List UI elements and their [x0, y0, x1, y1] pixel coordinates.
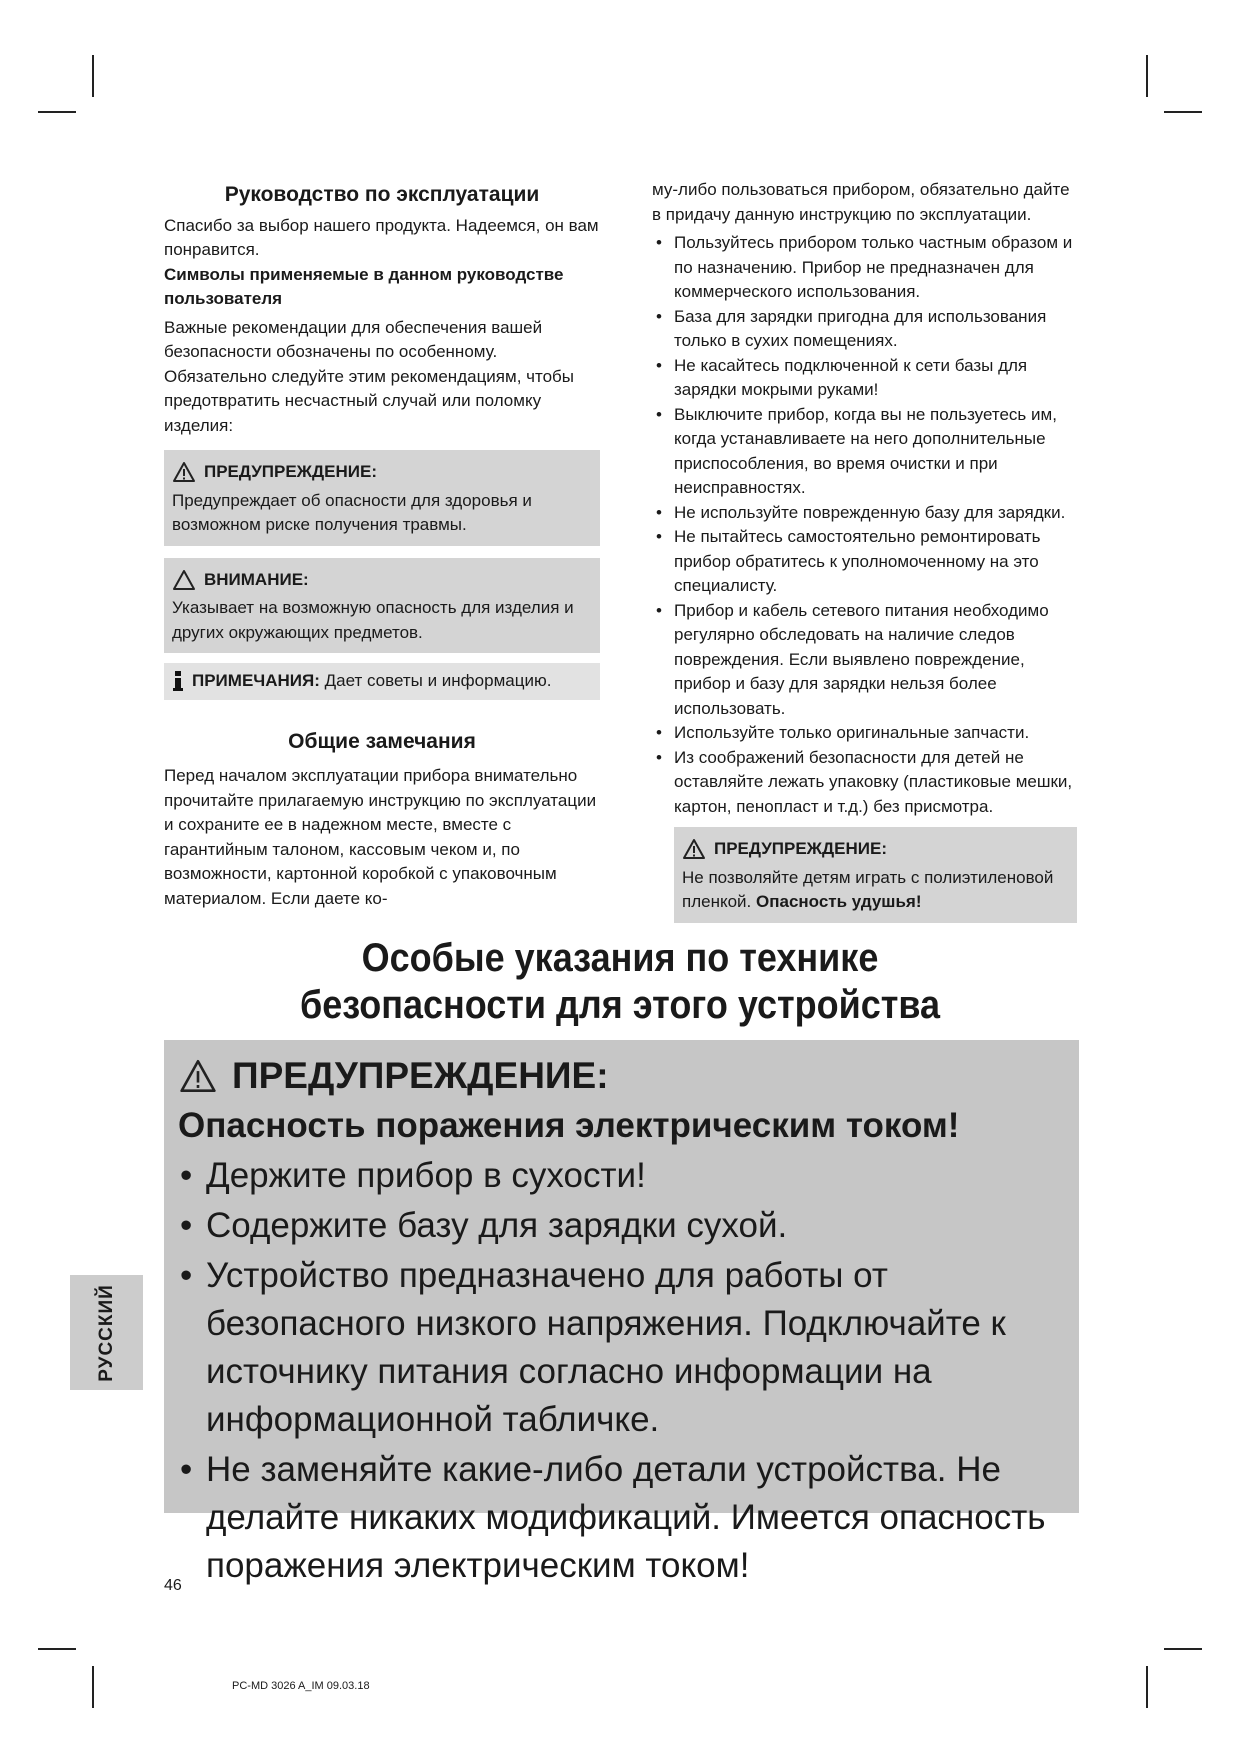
- list-item: • Используйте только оригинальные запчасти.: [652, 721, 1077, 746]
- electric-shock-warning-box: [164, 1040, 1079, 1585]
- caution-triangle-icon: [172, 569, 196, 591]
- attention-label: ВНИМАНИЕ:: [204, 569, 309, 589]
- list-item: • Не касайтесь подключенной к сети базы для зарядки мокрыми руками!: [652, 354, 1077, 403]
- list-item: • Не заменяйте какие-либо детали устройства. Не делайте никаких модификаций. Имеется опасность поражения электрическим током!: [178, 1446, 1065, 1590]
- warning-text: Предупреждает об опасности для здоровья и возможном риске получения травмы.: [172, 490, 532, 534]
- crop-mark: [1164, 111, 1202, 113]
- crop-mark: [1146, 55, 1148, 97]
- crop-mark: [38, 1648, 76, 1650]
- language-label: РУССКИЙ: [95, 1283, 117, 1382]
- safety-heading-line2: безопасности для этого устройства: [299, 983, 941, 1027]
- list-item: • Пользуйтесь прибором только частным образом и по назначению. Прибор не предназначен для коммерческого использования.: [652, 231, 1077, 305]
- warning-triangle-icon: [172, 461, 196, 483]
- crop-mark: [92, 1666, 94, 1708]
- warning-label: ПРЕДУПРЕЖДЕНИЕ:: [204, 462, 377, 481]
- attention-box: [164, 558, 600, 654]
- warning-triangle-icon: [178, 1058, 218, 1094]
- list-item: • Не используйте поврежденную базу для зарядки.: [652, 501, 1077, 526]
- big-warning-subtitle: Опасность поражения электрическим током!: [178, 1106, 960, 1145]
- safety-heading: [206, 935, 1034, 1029]
- list-item: • База для зарядки пригодна для использования только в сухих помещениях.: [652, 305, 1077, 354]
- left-column: [164, 183, 600, 911]
- list-item: • Прибор и кабель сетевого питания необходимо регулярно обследовать на наличие следов повреждения. Если выявлено повреждение, прибор и базу для зарядки нельзя более использовать.: [652, 599, 1077, 722]
- child-warning-box: [674, 827, 1077, 923]
- big-warning-label: ПРЕДУПРЕЖДЕНИЕ:: [232, 1055, 609, 1096]
- list-item: • Из соображений безопасности для детей не оставляйте лежать упаковку (пластиковые мешки, картон, пенопласт и т.д.) без присмотра.: [652, 746, 1077, 820]
- precautions-list: [652, 231, 1077, 819]
- child-warning-label: ПРЕДУПРЕЖДЕНИЕ:: [714, 839, 887, 858]
- general-text: Перед началом эксплуатации прибора внимательно прочитайте прилагаемую инструкцию по эксплуатации и сохраните ее в надежном месте, вместе с гарантийным талоном, кассовым чеком и, по возможности, картонной коробкой с упаковочным материалом. Если даете ко-: [164, 766, 597, 908]
- intro-text: Спасибо за выбор нашего продукта. Надеемся, он вам понравится.: [164, 215, 599, 259]
- crop-mark: [1146, 1666, 1148, 1708]
- note-text: Дает советы и информацию.: [324, 671, 552, 690]
- child-warning-text: Не позволяйте детям играть с полиэтиленовой пленкой.: [682, 867, 1054, 911]
- continuation-text: му-либо пользоваться прибором, обязательно дайте в придачу данную инструкцию по эксплуатации.: [652, 180, 1070, 224]
- symbols-text: Важные рекомендации для обеспечения вашей безопасности обозначены по особенному. Обязательно следуйте этим рекомендациям, чтобы предотвратить несчастный случай или поломку изделия:: [164, 317, 575, 435]
- electric-safety-list: [178, 1152, 1065, 1590]
- note-box: [164, 663, 600, 700]
- crop-mark: [38, 111, 76, 113]
- warning-triangle-icon: [682, 838, 706, 860]
- language-tab: [70, 1275, 143, 1390]
- warning-box: [164, 450, 600, 546]
- list-item: • Держите прибор в сухости!: [178, 1152, 1065, 1200]
- list-item: • Содержите базу для зарядки сухой.: [178, 1202, 1065, 1250]
- list-item: • Устройство предназначено для работы от безопасного низкого напряжения. Подключайте к источнику питания согласно информации на информационной табличке.: [178, 1252, 1065, 1444]
- crop-mark: [1164, 1648, 1202, 1650]
- attention-text: Указывает на возможную опасность для изделия и других окружающих предметов.: [172, 598, 574, 642]
- page-number: 46: [164, 1577, 182, 1594]
- suffocation-emphasis: Опасность удушья!: [756, 892, 922, 911]
- info-icon: [172, 671, 184, 691]
- manual-title: Руководство по эксплуатации: [224, 183, 540, 206]
- right-column: [652, 178, 1077, 923]
- list-item: • Выключите прибор, когда вы не пользуетесь им, когда устанавливаете на него дополнительные приспособления, во время очистки и при неисправностях.: [652, 403, 1077, 501]
- crop-mark: [92, 55, 94, 97]
- list-item: • Не пытайтесь самостоятельно ремонтировать прибор обратитесь к уполномоченному на это специалисту.: [652, 525, 1077, 599]
- general-heading: Общие замечания: [288, 729, 476, 753]
- note-label: ПРИМЕЧАНИЯ:: [192, 671, 320, 690]
- symbols-heading: Символы применяемые в данном руководстве пользователя: [164, 264, 564, 308]
- safety-heading-line1: Особые указания по технике: [361, 936, 879, 980]
- footer-code: PC-MD 3026 A_IM 09.03.18: [232, 1680, 370, 1692]
